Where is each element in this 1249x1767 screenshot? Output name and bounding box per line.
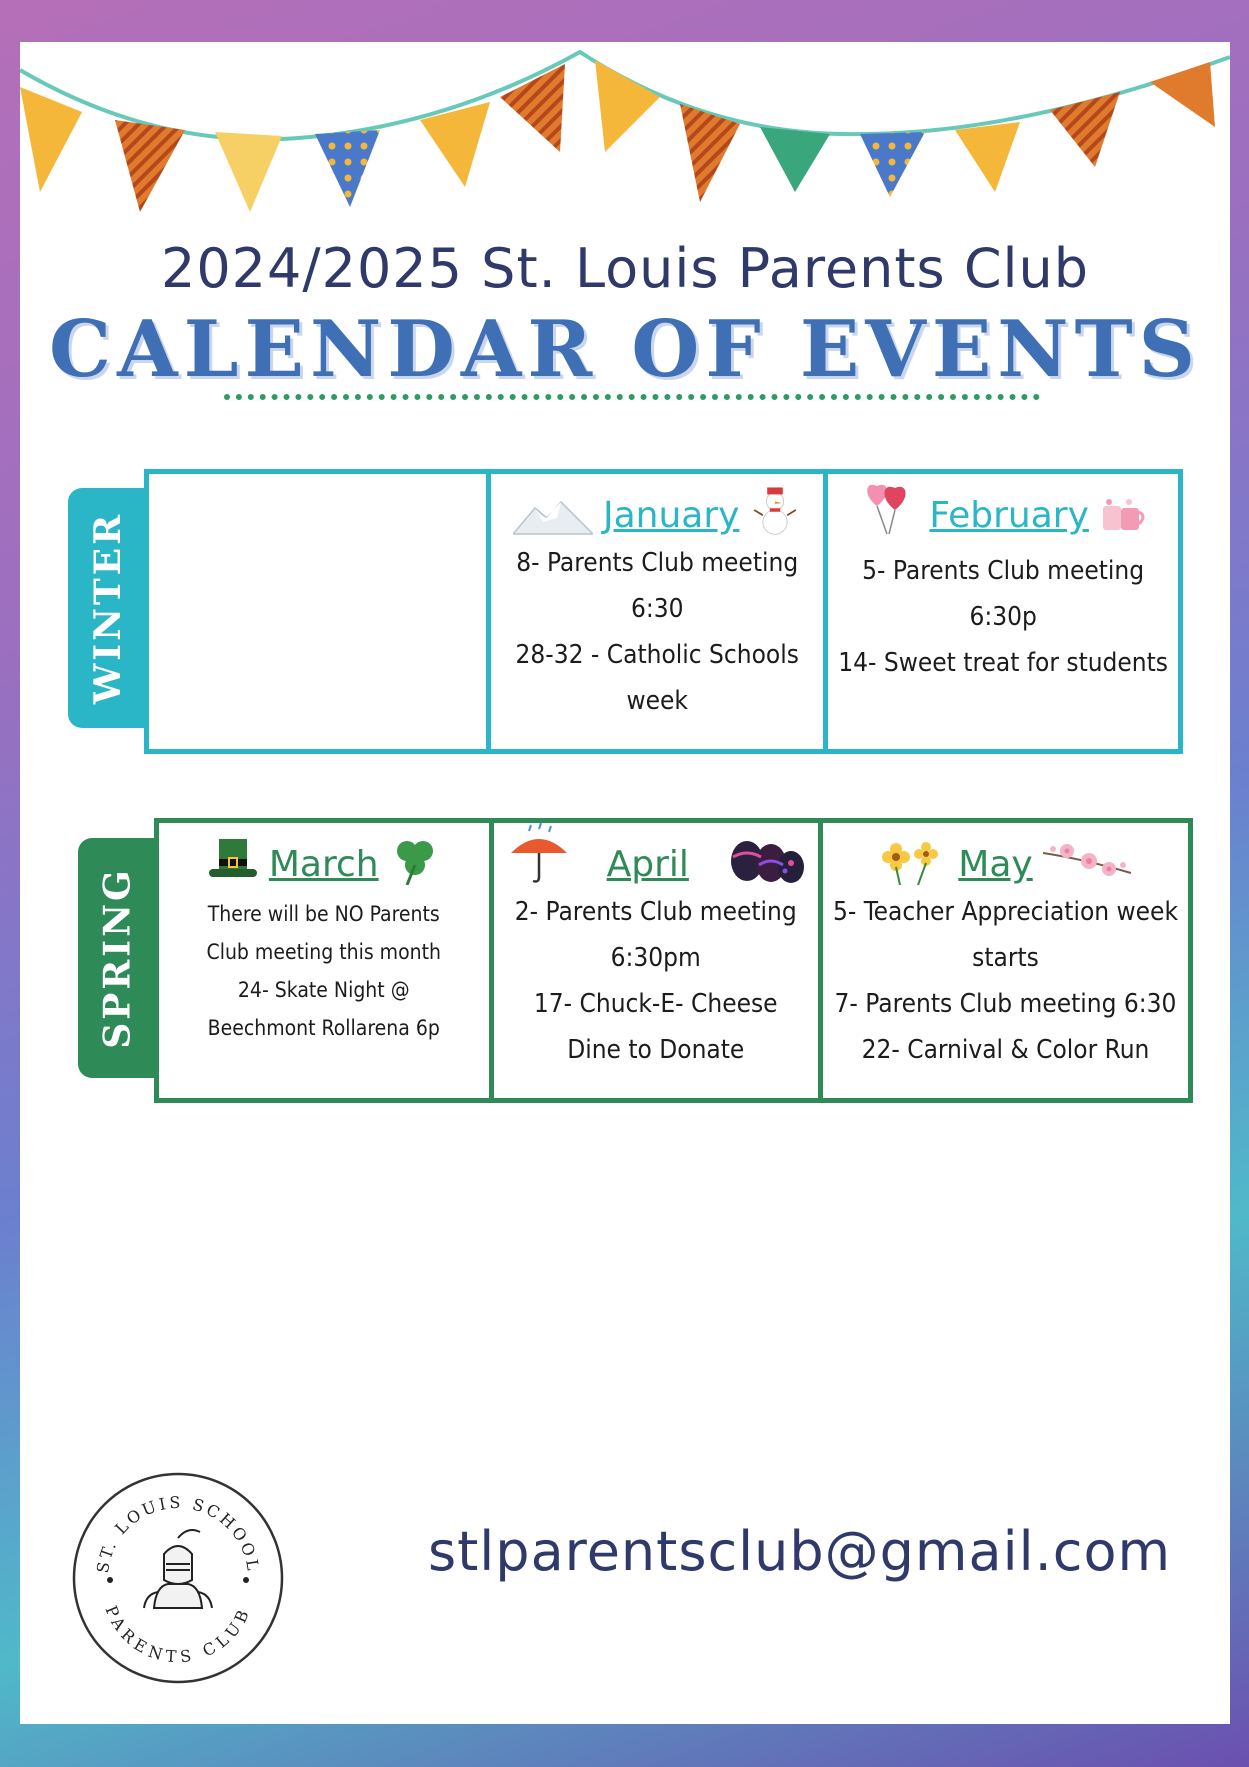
cherry-blossom-icon xyxy=(1043,833,1133,885)
month-cell-may xyxy=(818,823,1188,1098)
event-line: 28-32 - Catholic Schools xyxy=(515,640,799,670)
event-line: 7- Parents Club meeting 6:30 xyxy=(834,989,1177,1019)
month-name: February xyxy=(929,495,1089,536)
season-label: WINTER xyxy=(87,511,130,705)
parents-club-logo xyxy=(68,1468,288,1688)
event-line: 8- Parents Club meeting xyxy=(516,548,799,578)
month-cell-march xyxy=(159,823,489,1098)
cocoa-mug-icon xyxy=(1099,492,1147,536)
month-name: March xyxy=(268,844,379,885)
umbrella-rain-icon xyxy=(507,823,571,885)
event-line: 24- Skate Night @ xyxy=(237,978,410,1002)
event-line: 17- Chuck-E- Cheese xyxy=(533,989,778,1019)
season-grid-winter xyxy=(144,469,1183,754)
event-line: 14- Sweet treat for students xyxy=(838,648,1168,678)
event-line: starts xyxy=(972,943,1039,973)
page-title: 2024/2025 St. Louis Parents Club xyxy=(160,237,1090,300)
event-line: 6:30pm xyxy=(610,943,701,973)
heart-balloons-icon xyxy=(859,476,919,536)
page-subtitle: CALENDAR OF EVENTS xyxy=(49,304,1201,395)
flowers-icon xyxy=(878,833,948,885)
easter-eggs-icon xyxy=(725,833,805,885)
snowy-mountain-icon xyxy=(513,496,593,536)
leprechaun-hat-icon xyxy=(207,833,259,885)
event-line: Beechmont Rollarena 6p xyxy=(207,1016,440,1040)
season-tab-spring xyxy=(78,838,158,1078)
event-line: 6:30p xyxy=(969,602,1037,632)
month-name: January xyxy=(602,495,740,536)
logo-top-text: ST. LOUIS SCHOOL xyxy=(92,1492,264,1575)
event-line: 5- Parents Club meeting xyxy=(862,556,1145,586)
event-line: 5- Teacher Appreciation week xyxy=(833,897,1178,927)
event-line: There will be NO Parents xyxy=(207,902,440,926)
event-line: Dine to Donate xyxy=(567,1035,745,1065)
logo-bottom-text: PARENTS CLUB xyxy=(101,1602,255,1667)
event-line: week xyxy=(626,686,688,716)
contact-email[interactable]: stlparentsclub@gmail.com xyxy=(428,1520,1172,1583)
month-cell-january xyxy=(486,474,823,749)
season-tab-winter xyxy=(68,488,148,728)
month-name: May xyxy=(958,844,1033,885)
month-name: April xyxy=(606,844,689,885)
event-line: Club meeting this month xyxy=(206,940,441,964)
bunting-banner-icon xyxy=(20,42,1230,232)
snowman-icon xyxy=(749,484,801,536)
month-cell-empty xyxy=(149,474,486,749)
month-cell-april xyxy=(489,823,819,1098)
event-line: 22- Carnival & Color Run xyxy=(861,1035,1150,1065)
season-label: SPRING xyxy=(97,867,140,1049)
event-line: 6:30 xyxy=(630,594,684,624)
shamrock-icon xyxy=(389,833,441,885)
month-cell-february xyxy=(823,474,1178,749)
event-line: 2- Parents Club meeting xyxy=(514,897,797,927)
season-grid-spring xyxy=(154,818,1193,1103)
dotted-divider xyxy=(224,394,1040,400)
